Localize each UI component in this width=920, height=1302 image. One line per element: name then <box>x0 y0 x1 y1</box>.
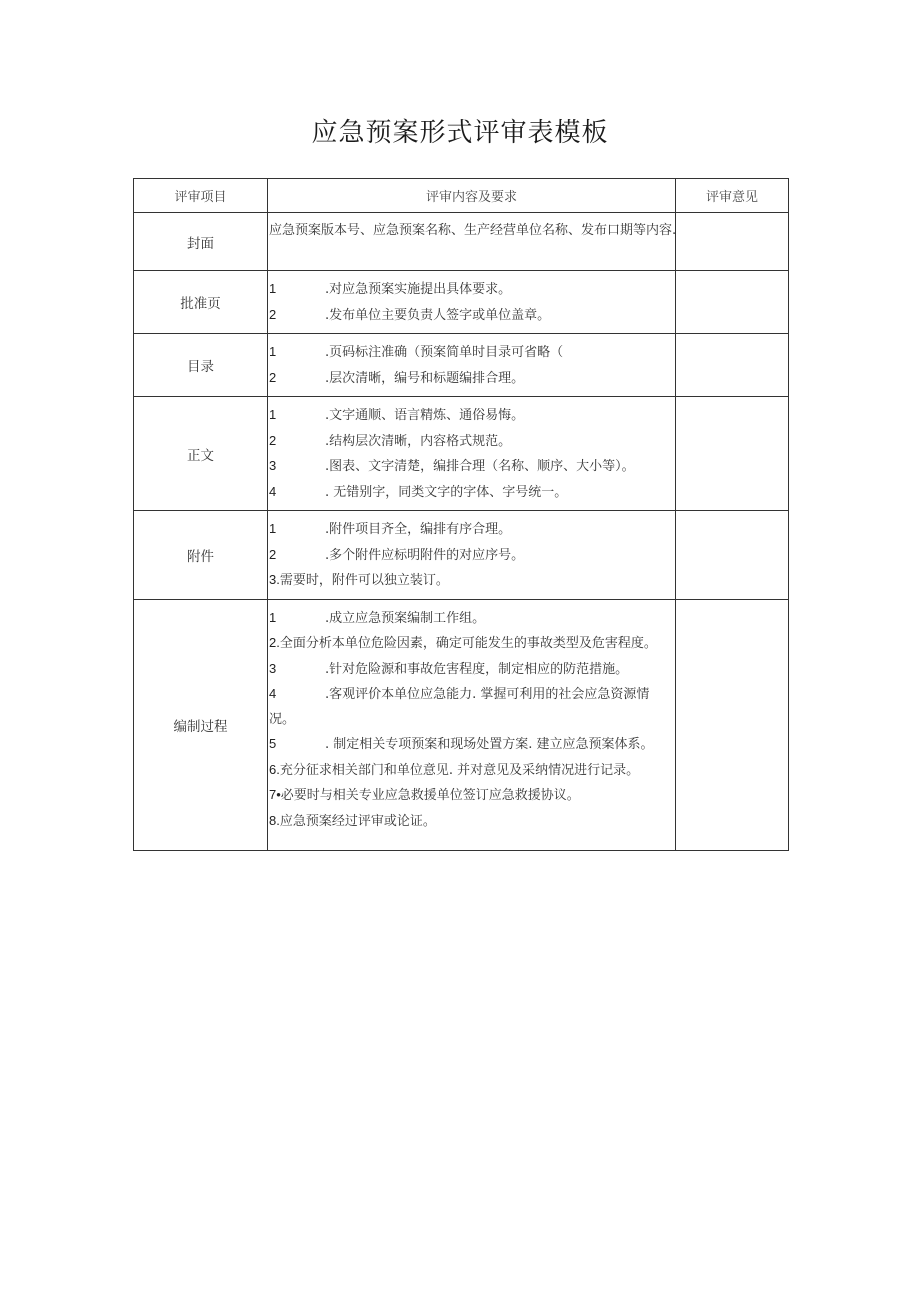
requirement-number: 1 <box>269 407 277 422</box>
header-opinion: 评审意见 <box>676 179 789 213</box>
review-content-cell <box>268 334 676 397</box>
requirement-line <box>269 303 673 329</box>
requirement-line <box>269 732 673 758</box>
requirement-line <box>269 783 673 809</box>
requirement-text: 应急预案版本号、应急预案名称、生产经营单位名称、发布口期等内容. <box>269 223 677 238</box>
review-content-cell <box>268 397 676 511</box>
requirement-line <box>269 340 673 366</box>
requirement-line <box>269 366 673 392</box>
requirement-text: 需要时，附件可以独立装订。 <box>279 573 449 588</box>
requirement-text: 必要时与相关专业应急救援单位签订应急救援协议。 <box>280 788 580 803</box>
requirement-number: 3 <box>269 660 277 676</box>
review-content-cell <box>268 213 676 271</box>
requirement-number: 2 <box>269 432 277 448</box>
table-row <box>134 271 789 334</box>
requirement-text: .针对危险源和事故危害程度，制定相应的防范措施。 <box>325 661 629 677</box>
review-table <box>133 178 789 851</box>
requirement-number: 1 <box>269 281 277 296</box>
requirement-line <box>269 809 673 835</box>
review-content-cell <box>268 599 676 850</box>
requirement-text: .客观评价本单位应急能力. 掌握可利用的社会应急资源情况。 <box>269 687 650 727</box>
requirement-number: 1 <box>269 609 277 625</box>
requirement-line <box>269 758 673 784</box>
requirement-text: .页码标注准确（预案简单时目录可省略（ <box>325 345 564 360</box>
table-header-row <box>134 179 789 213</box>
requirement-number: 5 <box>269 736 277 751</box>
requirement-text: .成立应急预案编制工作组。 <box>325 610 486 626</box>
requirement-number: 2 <box>269 306 277 322</box>
requirement-number: 8. <box>269 812 280 828</box>
requirement-number: 2. <box>269 635 280 650</box>
requirement-number: 6. <box>269 761 280 777</box>
review-opinion-cell[interactable] <box>676 213 789 271</box>
requirement-text: 充分征求相关部门和单位意见. 并对意见及采纳情况进行记录。 <box>279 762 640 778</box>
review-item-cell: 批准页 <box>134 271 268 334</box>
requirement-line <box>269 454 673 480</box>
requirement-line <box>269 480 673 506</box>
table-row <box>134 213 789 271</box>
review-opinion-cell[interactable] <box>676 334 789 397</box>
requirement-text: .多个附件应标明附件的对应序号。 <box>325 547 525 563</box>
requirement-line <box>269 219 677 244</box>
requirement-number: 4 <box>269 686 277 701</box>
table-body <box>134 213 789 851</box>
requirement-text: 全面分析本单位危险因素，确定可能发生的事故类型及危害程度。 <box>279 636 657 651</box>
review-opinion-cell[interactable] <box>676 397 789 511</box>
requirement-line <box>269 606 673 632</box>
requirement-line <box>269 429 673 455</box>
review-content-cell <box>268 511 676 600</box>
requirement-line <box>269 277 673 303</box>
requirement-number: 7• <box>269 787 281 802</box>
requirement-text: .结构层次清晰，内容格式规范。 <box>325 433 512 449</box>
review-item-cell: 目录 <box>134 334 268 397</box>
requirement-text: . 无错别字，同类文字的字体、字号统一。 <box>325 484 568 500</box>
requirement-text: .发布单位主要负责人签字或单位盖章。 <box>325 307 551 323</box>
review-content-cell <box>268 271 676 334</box>
table-row <box>134 599 789 850</box>
requirement-text: .图表、文字清楚，编排合理（名称、顺序、大小等）。 <box>325 459 635 474</box>
requirement-text: . 制定相关专项预案和现场处置方案. 建立应急预案体系。 <box>325 737 654 752</box>
requirement-line <box>269 517 673 543</box>
requirement-line <box>269 682 673 732</box>
requirement-line <box>269 543 673 569</box>
requirement-text: .对应急预案实施提出具体要求。 <box>325 282 512 297</box>
requirement-number: 1 <box>269 521 277 536</box>
review-item-cell: 封面 <box>134 213 268 271</box>
review-opinion-cell[interactable] <box>676 599 789 850</box>
requirement-number: 2 <box>269 369 277 385</box>
requirement-text: 应急预案经过评审或论证。 <box>279 813 436 829</box>
header-item: 评审项目 <box>134 179 268 213</box>
table-row <box>134 511 789 600</box>
requirement-number: 3. <box>269 572 280 587</box>
requirement-line <box>269 631 673 657</box>
requirement-number: 4 <box>269 483 277 499</box>
review-item-cell: 正文 <box>134 397 268 511</box>
page-title: 应急预案形式评审表模板 <box>311 118 609 148</box>
review-item-cell: 附件 <box>134 511 268 600</box>
table-row <box>134 334 789 397</box>
requirement-number: 2 <box>269 546 277 562</box>
requirement-number: 3 <box>269 458 277 473</box>
requirement-text: .层次清晰，编号和标题编排合理。 <box>325 370 525 386</box>
header-content: 评审内容及要求 <box>268 179 676 213</box>
table-row <box>134 397 789 511</box>
review-opinion-cell[interactable] <box>676 271 789 334</box>
requirement-line <box>269 568 673 594</box>
requirement-text: .附件项目齐全，编排有序合理。 <box>325 522 512 537</box>
review-item-cell: 编制过程 <box>134 599 268 850</box>
requirement-number: 1 <box>269 344 277 359</box>
requirement-line <box>269 403 673 429</box>
review-opinion-cell[interactable] <box>676 511 789 600</box>
requirement-text: .文字通顺、语言精炼、通俗易悔。 <box>325 408 525 423</box>
requirement-line <box>269 657 673 683</box>
